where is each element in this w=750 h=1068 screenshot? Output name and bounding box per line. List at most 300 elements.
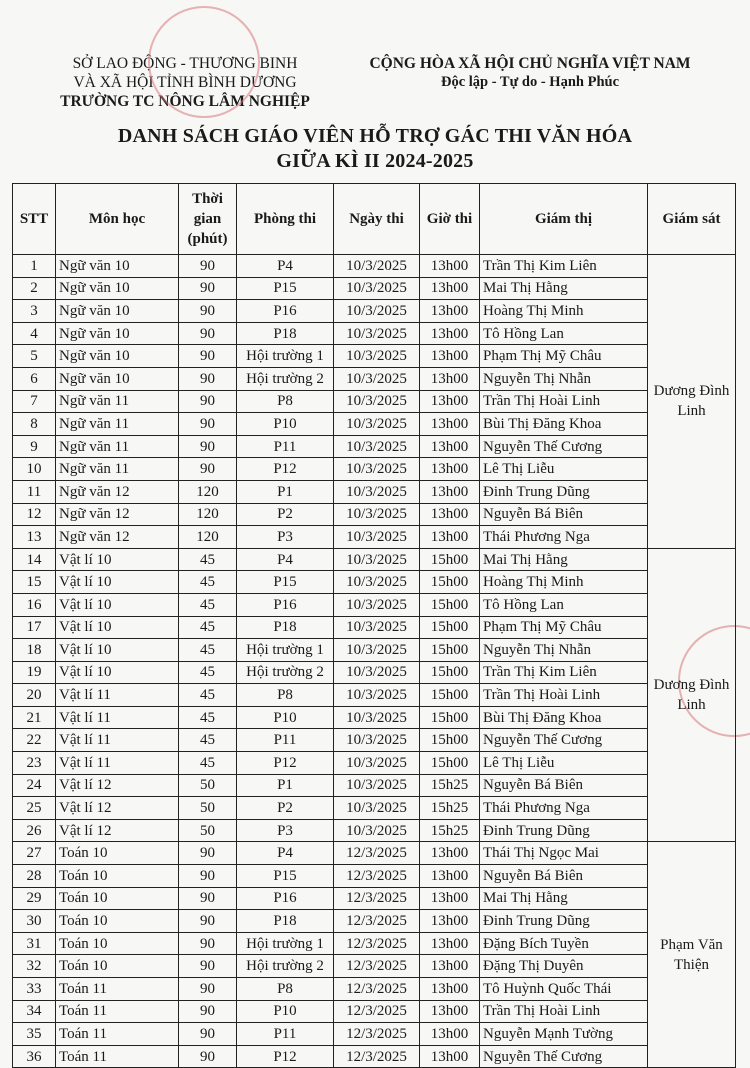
duration-cell: 90 bbox=[179, 1045, 237, 1068]
stt-cell: 28 bbox=[13, 865, 56, 888]
table-row bbox=[13, 684, 736, 707]
subject-cell: Vật lí 12 bbox=[56, 797, 179, 820]
hour-cell: 13h00 bbox=[420, 322, 480, 345]
room-cell: Hội trường 1 bbox=[237, 932, 334, 955]
duration-cell: 90 bbox=[179, 865, 237, 888]
date-cell: 10/3/2025 bbox=[334, 548, 420, 571]
duration-cell: 120 bbox=[179, 526, 237, 549]
table-row bbox=[13, 865, 736, 888]
subject-cell: Ngữ văn 11 bbox=[56, 435, 179, 458]
subject-cell: Ngữ văn 10 bbox=[56, 345, 179, 368]
duration-cell: 90 bbox=[179, 345, 237, 368]
date-cell: 12/3/2025 bbox=[334, 887, 420, 910]
hour-cell: 13h00 bbox=[420, 458, 480, 481]
proctor-cell: Phạm Thị Mỹ Châu bbox=[480, 616, 648, 639]
subject-cell: Toán 11 bbox=[56, 1000, 179, 1023]
supervisor-name-line: Thiện bbox=[674, 956, 709, 973]
table-row bbox=[13, 887, 736, 910]
hour-cell: 13h00 bbox=[420, 345, 480, 368]
date-cell: 12/3/2025 bbox=[334, 978, 420, 1001]
subject-cell: Vật lí 12 bbox=[56, 774, 179, 797]
duration-cell: 45 bbox=[179, 661, 237, 684]
hour-cell: 13h00 bbox=[420, 413, 480, 436]
subject-cell: Toán 11 bbox=[56, 978, 179, 1001]
table-row bbox=[13, 413, 736, 436]
duration-cell: 90 bbox=[179, 390, 237, 413]
duration-cell: 45 bbox=[179, 639, 237, 662]
subject-cell: Vật lí 11 bbox=[56, 752, 179, 775]
room-cell: P16 bbox=[237, 300, 334, 323]
issuer-line-1: SỞ LAO ĐỘNG - THƯƠNG BINH bbox=[72, 55, 298, 72]
table-row bbox=[13, 932, 736, 955]
room-cell: P8 bbox=[237, 978, 334, 1001]
hour-cell: 13h00 bbox=[420, 910, 480, 933]
stt-cell: 16 bbox=[13, 593, 56, 616]
stt-cell: 22 bbox=[13, 729, 56, 752]
hour-cell: 13h00 bbox=[420, 1000, 480, 1023]
table-row bbox=[13, 480, 736, 503]
hour-cell: 15h00 bbox=[420, 593, 480, 616]
duration-cell: 90 bbox=[179, 277, 237, 300]
stt-cell: 34 bbox=[13, 1000, 56, 1023]
subject-cell: Ngữ văn 11 bbox=[56, 390, 179, 413]
table-row bbox=[13, 752, 736, 775]
stt-cell: 17 bbox=[13, 616, 56, 639]
hour-cell: 15h00 bbox=[420, 639, 480, 662]
supervisor-cell bbox=[648, 548, 736, 842]
hour-cell: 13h00 bbox=[420, 255, 480, 278]
stt-cell: 27 bbox=[13, 842, 56, 865]
duration-cell: 50 bbox=[179, 774, 237, 797]
stt-cell: 5 bbox=[13, 345, 56, 368]
date-cell: 10/3/2025 bbox=[334, 277, 420, 300]
stt-cell: 3 bbox=[13, 300, 56, 323]
proctor-cell: Đinh Trung Dũng bbox=[480, 910, 648, 933]
proctor-cell: Thái Phương Nga bbox=[480, 526, 648, 549]
table-row bbox=[13, 639, 736, 662]
duration-cell: 90 bbox=[179, 413, 237, 436]
subject-cell: Vật lí 12 bbox=[56, 819, 179, 842]
date-cell: 10/3/2025 bbox=[334, 390, 420, 413]
hour-cell: 15h00 bbox=[420, 729, 480, 752]
duration-cell: 90 bbox=[179, 1000, 237, 1023]
col-duration: Thời gian (phút) bbox=[179, 184, 237, 255]
proctor-table bbox=[12, 183, 736, 1068]
room-cell: P15 bbox=[237, 865, 334, 888]
room-cell: Hội trường 1 bbox=[237, 345, 334, 368]
room-cell: P8 bbox=[237, 390, 334, 413]
room-cell: Hội trường 1 bbox=[237, 639, 334, 662]
proctor-cell: Nguyễn Mạnh Tường bbox=[480, 1023, 648, 1046]
table-row bbox=[13, 729, 736, 752]
date-cell: 10/3/2025 bbox=[334, 526, 420, 549]
proctor-cell: Trần Thị Hoài Linh bbox=[480, 684, 648, 707]
proctor-cell: Nguyễn Thị Nhẫn bbox=[480, 367, 648, 390]
room-cell: P11 bbox=[237, 729, 334, 752]
hour-cell: 13h00 bbox=[420, 367, 480, 390]
date-cell: 10/3/2025 bbox=[334, 435, 420, 458]
subject-cell: Toán 11 bbox=[56, 1023, 179, 1046]
table-row bbox=[13, 616, 736, 639]
duration-cell: 90 bbox=[179, 910, 237, 933]
subject-cell: Ngữ văn 11 bbox=[56, 458, 179, 481]
col-hour: Giờ thi bbox=[420, 184, 480, 255]
national-header bbox=[345, 54, 715, 92]
date-cell: 10/3/2025 bbox=[334, 819, 420, 842]
stt-cell: 4 bbox=[13, 322, 56, 345]
date-cell: 10/3/2025 bbox=[334, 480, 420, 503]
supervisor-name-line: Phạm Văn bbox=[660, 936, 723, 953]
hour-cell: 15h00 bbox=[420, 661, 480, 684]
duration-cell: 120 bbox=[179, 480, 237, 503]
proctor-cell: Đinh Trung Dũng bbox=[480, 819, 648, 842]
room-cell: P2 bbox=[237, 797, 334, 820]
hour-cell: 13h00 bbox=[420, 865, 480, 888]
hour-cell: 15h00 bbox=[420, 684, 480, 707]
stt-cell: 25 bbox=[13, 797, 56, 820]
hour-cell: 13h00 bbox=[420, 932, 480, 955]
hour-cell: 13h00 bbox=[420, 480, 480, 503]
proctor-cell: Bùi Thị Đăng Khoa bbox=[480, 413, 648, 436]
subject-cell: Vật lí 10 bbox=[56, 639, 179, 662]
room-cell: P1 bbox=[237, 480, 334, 503]
subject-cell: Ngữ văn 10 bbox=[56, 300, 179, 323]
table-row bbox=[13, 1045, 736, 1068]
date-cell: 10/3/2025 bbox=[334, 367, 420, 390]
proctor-cell: Nguyễn Thị Nhẫn bbox=[480, 639, 648, 662]
stt-cell: 7 bbox=[13, 390, 56, 413]
stt-cell: 32 bbox=[13, 955, 56, 978]
stt-cell: 29 bbox=[13, 887, 56, 910]
duration-cell: 90 bbox=[179, 300, 237, 323]
table-row bbox=[13, 548, 736, 571]
table-row bbox=[13, 842, 736, 865]
subject-cell: Ngữ văn 11 bbox=[56, 413, 179, 436]
proctor-cell: Lê Thị Liễu bbox=[480, 458, 648, 481]
proctor-cell: Tô Hồng Lan bbox=[480, 322, 648, 345]
stt-cell: 30 bbox=[13, 910, 56, 933]
stt-cell: 10 bbox=[13, 458, 56, 481]
proctor-cell: Lê Thị Liễu bbox=[480, 752, 648, 775]
hour-cell: 13h00 bbox=[420, 435, 480, 458]
room-cell: P18 bbox=[237, 322, 334, 345]
duration-cell: 45 bbox=[179, 593, 237, 616]
room-cell: P18 bbox=[237, 616, 334, 639]
table-row bbox=[13, 345, 736, 368]
duration-cell: 90 bbox=[179, 955, 237, 978]
col-stt: STT bbox=[13, 184, 56, 255]
duration-cell: 90 bbox=[179, 458, 237, 481]
hour-cell: 15h00 bbox=[420, 616, 480, 639]
table-row bbox=[13, 593, 736, 616]
room-cell: P16 bbox=[237, 593, 334, 616]
hour-cell: 13h00 bbox=[420, 887, 480, 910]
hour-cell: 13h00 bbox=[420, 503, 480, 526]
duration-cell: 90 bbox=[179, 842, 237, 865]
duration-cell: 50 bbox=[179, 797, 237, 820]
hour-cell: 15h00 bbox=[420, 548, 480, 571]
table-row bbox=[13, 367, 736, 390]
date-cell: 10/3/2025 bbox=[334, 729, 420, 752]
issuer-line-2: VÀ XÃ HỘI TỈNH BÌNH DƯƠNG bbox=[73, 74, 297, 91]
table-row bbox=[13, 1023, 736, 1046]
table-row bbox=[13, 526, 736, 549]
duration-cell: 90 bbox=[179, 322, 237, 345]
stt-cell: 35 bbox=[13, 1023, 56, 1046]
stt-cell: 14 bbox=[13, 548, 56, 571]
date-cell: 10/3/2025 bbox=[334, 774, 420, 797]
stt-cell: 33 bbox=[13, 978, 56, 1001]
subject-cell: Toán 10 bbox=[56, 842, 179, 865]
subject-cell: Ngữ văn 12 bbox=[56, 480, 179, 503]
subject-cell: Toán 10 bbox=[56, 955, 179, 978]
duration-cell: 45 bbox=[179, 729, 237, 752]
room-cell: P3 bbox=[237, 819, 334, 842]
col-room: Phòng thi bbox=[237, 184, 334, 255]
room-cell: P4 bbox=[237, 842, 334, 865]
issuer-block bbox=[40, 54, 330, 111]
hour-cell: 13h00 bbox=[420, 390, 480, 413]
hour-cell: 13h00 bbox=[420, 526, 480, 549]
proctor-cell: Mai Thị Hằng bbox=[480, 548, 648, 571]
room-cell: P18 bbox=[237, 910, 334, 933]
date-cell: 10/3/2025 bbox=[334, 684, 420, 707]
stt-cell: 8 bbox=[13, 413, 56, 436]
proctor-cell: Trần Thị Hoài Linh bbox=[480, 390, 648, 413]
hour-cell: 15h00 bbox=[420, 571, 480, 594]
proctor-cell: Hoàng Thị Minh bbox=[480, 571, 648, 594]
stt-cell: 19 bbox=[13, 661, 56, 684]
stt-cell: 18 bbox=[13, 639, 56, 662]
table-row bbox=[13, 978, 736, 1001]
date-cell: 10/3/2025 bbox=[334, 797, 420, 820]
proctor-cell: Mai Thị Hằng bbox=[480, 277, 648, 300]
stt-cell: 36 bbox=[13, 1045, 56, 1068]
stt-cell: 31 bbox=[13, 932, 56, 955]
col-proctor: Giám thị bbox=[480, 184, 648, 255]
subject-cell: Ngữ văn 12 bbox=[56, 503, 179, 526]
stt-cell: 2 bbox=[13, 277, 56, 300]
stt-cell: 13 bbox=[13, 526, 56, 549]
hour-cell: 15h25 bbox=[420, 797, 480, 820]
date-cell: 12/3/2025 bbox=[334, 1045, 420, 1068]
proctor-cell: Mai Thị Hằng bbox=[480, 887, 648, 910]
proctor-cell: Đặng Bích Tuyền bbox=[480, 932, 648, 955]
proctor-cell: Nguyễn Bá Biên bbox=[480, 503, 648, 526]
proctor-cell: Tô Huỳnh Quốc Thái bbox=[480, 978, 648, 1001]
room-cell: P15 bbox=[237, 571, 334, 594]
subject-cell: Vật lí 10 bbox=[56, 593, 179, 616]
proctor-cell: Đinh Trung Dũng bbox=[480, 480, 648, 503]
subject-cell: Vật lí 10 bbox=[56, 548, 179, 571]
col-supervisor: Giám sát bbox=[648, 184, 736, 255]
date-cell: 10/3/2025 bbox=[334, 322, 420, 345]
table-row bbox=[13, 661, 736, 684]
room-cell: P1 bbox=[237, 774, 334, 797]
room-cell: Hội trường 2 bbox=[237, 955, 334, 978]
date-cell: 12/3/2025 bbox=[334, 842, 420, 865]
document-title: DANH SÁCH GIÁO VIÊN HỖ TRỢ GÁC THI VĂN HÓA bbox=[117, 125, 633, 147]
room-cell: P11 bbox=[237, 435, 334, 458]
room-cell: P15 bbox=[237, 277, 334, 300]
table-row bbox=[13, 435, 736, 458]
subject-cell: Toán 10 bbox=[56, 910, 179, 933]
subject-cell: Toán 10 bbox=[56, 865, 179, 888]
proctor-cell: Nguyễn Bá Biên bbox=[480, 865, 648, 888]
table-row bbox=[13, 277, 736, 300]
stt-cell: 24 bbox=[13, 774, 56, 797]
hour-cell: 13h00 bbox=[420, 955, 480, 978]
hour-cell: 15h25 bbox=[420, 819, 480, 842]
date-cell: 10/3/2025 bbox=[334, 345, 420, 368]
date-cell: 10/3/2025 bbox=[334, 255, 420, 278]
table-row bbox=[13, 819, 736, 842]
table-row bbox=[13, 322, 736, 345]
proctor-cell: Nguyễn Thế Cương bbox=[480, 435, 648, 458]
col-date: Ngày thi bbox=[334, 184, 420, 255]
proctor-cell: Đặng Thị Duyên bbox=[480, 955, 648, 978]
date-cell: 10/3/2025 bbox=[334, 616, 420, 639]
stt-cell: 23 bbox=[13, 752, 56, 775]
date-cell: 10/3/2025 bbox=[334, 503, 420, 526]
date-cell: 10/3/2025 bbox=[334, 413, 420, 436]
supervisor-cell bbox=[648, 842, 736, 1068]
room-cell: P4 bbox=[237, 548, 334, 571]
room-cell: P10 bbox=[237, 1000, 334, 1023]
subject-cell: Toán 10 bbox=[56, 887, 179, 910]
duration-cell: 45 bbox=[179, 571, 237, 594]
stt-cell: 26 bbox=[13, 819, 56, 842]
date-cell: 12/3/2025 bbox=[334, 955, 420, 978]
supervisor-name-line: Linh bbox=[677, 403, 706, 420]
table-row bbox=[13, 1000, 736, 1023]
table-row bbox=[13, 706, 736, 729]
proctor-cell: Bùi Thị Đăng Khoa bbox=[480, 706, 648, 729]
duration-cell: 90 bbox=[179, 932, 237, 955]
subject-cell: Vật lí 10 bbox=[56, 616, 179, 639]
room-cell: P12 bbox=[237, 1045, 334, 1068]
room-cell: Hội trường 2 bbox=[237, 367, 334, 390]
table-row bbox=[13, 503, 736, 526]
stt-cell: 9 bbox=[13, 435, 56, 458]
room-cell: P10 bbox=[237, 413, 334, 436]
supervisor-name-line: Dương Đình bbox=[653, 677, 730, 694]
table-row bbox=[13, 910, 736, 933]
proctor-cell: Trần Thị Kim Liên bbox=[480, 255, 648, 278]
table-row bbox=[13, 255, 736, 278]
stt-cell: 12 bbox=[13, 503, 56, 526]
stt-cell: 1 bbox=[13, 255, 56, 278]
duration-cell: 90 bbox=[179, 435, 237, 458]
duration-cell: 90 bbox=[179, 1023, 237, 1046]
date-cell: 10/3/2025 bbox=[334, 706, 420, 729]
country-name: CỘNG HÒA XÃ HỘI CHỦ NGHĨA VIỆT NAM bbox=[369, 55, 691, 72]
subject-cell: Ngữ văn 10 bbox=[56, 367, 179, 390]
document-subtitle: GIỮA KÌ II 2024-2025 bbox=[276, 150, 474, 172]
hour-cell: 13h00 bbox=[420, 842, 480, 865]
subject-cell: Vật lí 10 bbox=[56, 571, 179, 594]
date-cell: 10/3/2025 bbox=[334, 571, 420, 594]
duration-cell: 45 bbox=[179, 548, 237, 571]
issuer-line-3: TRƯỜNG TC NÔNG LÂM NGHIỆP bbox=[60, 93, 310, 110]
hour-cell: 15h00 bbox=[420, 752, 480, 775]
duration-cell: 90 bbox=[179, 978, 237, 1001]
date-cell: 12/3/2025 bbox=[334, 932, 420, 955]
proctor-cell: Thái Phương Nga bbox=[480, 797, 648, 820]
hour-cell: 15h25 bbox=[420, 774, 480, 797]
duration-cell: 45 bbox=[179, 616, 237, 639]
supervisor-cell bbox=[648, 255, 736, 549]
hour-cell: 13h00 bbox=[420, 1045, 480, 1068]
national-motto: Độc lập - Tự do - Hạnh Phúc bbox=[440, 74, 620, 90]
proctor-cell: Trần Thị Hoài Linh bbox=[480, 1000, 648, 1023]
proctor-cell: Nguyễn Thế Cương bbox=[480, 729, 648, 752]
room-cell: P2 bbox=[237, 503, 334, 526]
table-row bbox=[13, 571, 736, 594]
proctor-cell: Trần Thị Kim Liên bbox=[480, 661, 648, 684]
date-cell: 10/3/2025 bbox=[334, 300, 420, 323]
stt-cell: 21 bbox=[13, 706, 56, 729]
duration-cell: 90 bbox=[179, 887, 237, 910]
date-cell: 10/3/2025 bbox=[334, 661, 420, 684]
proctor-cell: Hoàng Thị Minh bbox=[480, 300, 648, 323]
date-cell: 12/3/2025 bbox=[334, 865, 420, 888]
date-cell: 12/3/2025 bbox=[334, 1000, 420, 1023]
hour-cell: 13h00 bbox=[420, 978, 480, 1001]
proctor-cell: Tô Hồng Lan bbox=[480, 593, 648, 616]
date-cell: 10/3/2025 bbox=[334, 593, 420, 616]
room-cell: P11 bbox=[237, 1023, 334, 1046]
room-cell: P12 bbox=[237, 458, 334, 481]
table-row bbox=[13, 300, 736, 323]
proctor-cell: Nguyễn Thế Cương bbox=[480, 1045, 648, 1068]
proctor-cell: Phạm Thị Mỹ Châu bbox=[480, 345, 648, 368]
hour-cell: 15h00 bbox=[420, 706, 480, 729]
room-cell: P12 bbox=[237, 752, 334, 775]
subject-cell: Vật lí 11 bbox=[56, 729, 179, 752]
room-cell: P8 bbox=[237, 684, 334, 707]
subject-cell: Ngữ văn 12 bbox=[56, 526, 179, 549]
hour-cell: 13h00 bbox=[420, 300, 480, 323]
col-subject: Môn học bbox=[56, 184, 179, 255]
supervisor-name-line: Dương Đình bbox=[653, 383, 730, 400]
room-cell: P3 bbox=[237, 526, 334, 549]
supervisor-name-line: Linh bbox=[677, 697, 706, 714]
stt-cell: 6 bbox=[13, 367, 56, 390]
table-header-row bbox=[13, 184, 736, 255]
table-row bbox=[13, 458, 736, 481]
room-cell: Hội trường 2 bbox=[237, 661, 334, 684]
subject-cell: Vật lí 11 bbox=[56, 706, 179, 729]
duration-cell: 50 bbox=[179, 819, 237, 842]
room-cell: P16 bbox=[237, 887, 334, 910]
proctor-cell: Thái Thị Ngọc Mai bbox=[480, 842, 648, 865]
table-row bbox=[13, 774, 736, 797]
hour-cell: 13h00 bbox=[420, 1023, 480, 1046]
subject-cell: Vật lí 10 bbox=[56, 661, 179, 684]
date-cell: 10/3/2025 bbox=[334, 752, 420, 775]
room-cell: P4 bbox=[237, 255, 334, 278]
date-cell: 12/3/2025 bbox=[334, 910, 420, 933]
date-cell: 12/3/2025 bbox=[334, 1023, 420, 1046]
stt-cell: 15 bbox=[13, 571, 56, 594]
duration-cell: 90 bbox=[179, 255, 237, 278]
subject-cell: Toán 11 bbox=[56, 1045, 179, 1068]
duration-cell: 45 bbox=[179, 752, 237, 775]
table-row bbox=[13, 955, 736, 978]
subject-cell: Ngữ văn 10 bbox=[56, 255, 179, 278]
duration-cell: 45 bbox=[179, 684, 237, 707]
